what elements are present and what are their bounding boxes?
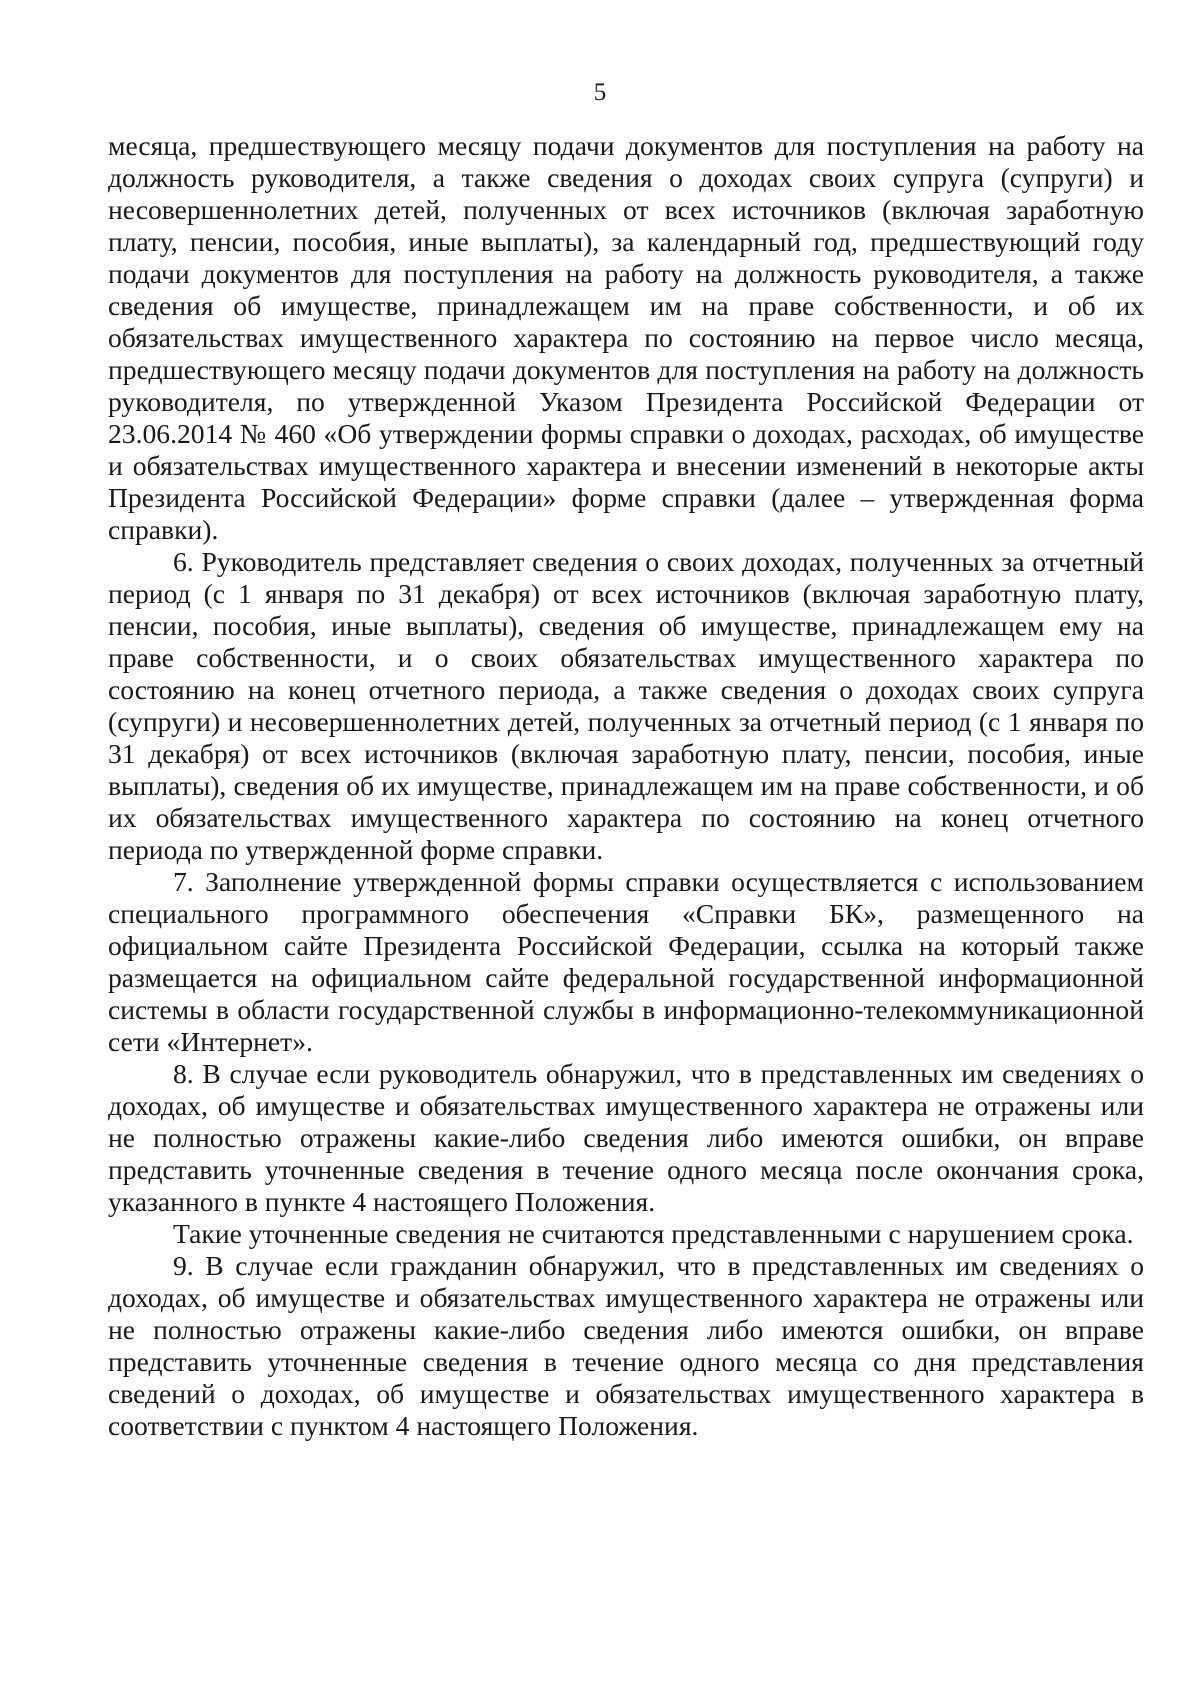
page-number: 5 — [593, 79, 607, 106]
paragraph-item-6: 6. Руководитель представляет сведения о своих доходах, полученных за отчетный период (с 1 января по 31 декабря) от всех источников (включая заработную плату, пенсии, пособия, иные выплаты), сведения об имуществе, принадлежащем ему на праве собственности, и о своих обязательствах имущественного характера по состоянию на конец отчетного периода, а также сведения о доходах своих супруга (супруги) и несовершеннолетних детей, полученных за отчетный период (с 1 января по 31 декабря) от всех источников (включая заработную плату, пенсии, пособия, иные выплаты), сведения об их имуществе, принадлежащем им на праве собственности, и об их обязательствах имущественного характера по состоянию на конец отчетного периода по утвержденной форме справки. — [108, 546, 1144, 865]
paragraph-continuation: месяца, предшествующего месяцу подачи документов для поступления на работу на должность руководителя, а также сведения о доходах своих супруга (супруги) и несовершеннолетних детей, полученных от всех источников (включая заработную плату, пенсии, пособия, иные выплаты), за календарный год, предшествующий году подачи документов для поступления на работу на должность руководителя, а также сведения об имуществе, принадлежащем им на праве собственности, и об их обязательствах имущественного характера по состоянию на первое число месяца, предшествующего месяцу подачи документов для поступления на работу на должность руководителя, по утвержденной Указом Президента Российской Федерации от 23.06.2014 № 460 «Об утверждении формы справки о доходах, расходах, об имуществе и обязательствах имущественного характера и внесении изменений в некоторые акты Президента Российской Федерации» форме справки (далее – утвержденная форма справки). — [108, 130, 1144, 545]
paragraph-item-7: 7. Заполнение утвержденной формы справки осуществляется с использованием специального программного обеспечения «Справки БК», размещенного на официальном сайте Президента Российской Федерации, ссылка на который также размещается на официальном сайте федеральной государственной информационной системы в области государственной службы в информационно-телекоммуникационной сети «Интернет». — [108, 866, 1144, 1057]
paragraph-item-9: 9. В случае если гражданин обнаружил, что в представленных им сведениях о доходах, об имуществе и обязательствах имущественного характера не отражены или не полностью отражены какие-либо сведения либо имеются ошибки, он вправе представить уточненные сведения в течение одного месяца со дня представления сведений о доходах, об имуществе и обязательствах имущественного характера в соответствии с пунктом 4 настоящего Положения. — [108, 1250, 1144, 1441]
document-body — [108, 130, 1144, 1442]
paragraph-item-8-note: Такие уточненные сведения не считаются представленными с нарушением срока. — [173, 1218, 1134, 1249]
paragraph-item-8: 8. В случае если руководитель обнаружил, что в представленных им сведениях о доходах, об имуществе и обязательствах имущественного характера не отражены или не полностью отражены какие-либо сведения либо имеются ошибки, он вправе представить уточненные сведения в течение одного месяца после окончания срока, указанного в пункте 4 настоящего Положения. — [108, 1058, 1144, 1217]
